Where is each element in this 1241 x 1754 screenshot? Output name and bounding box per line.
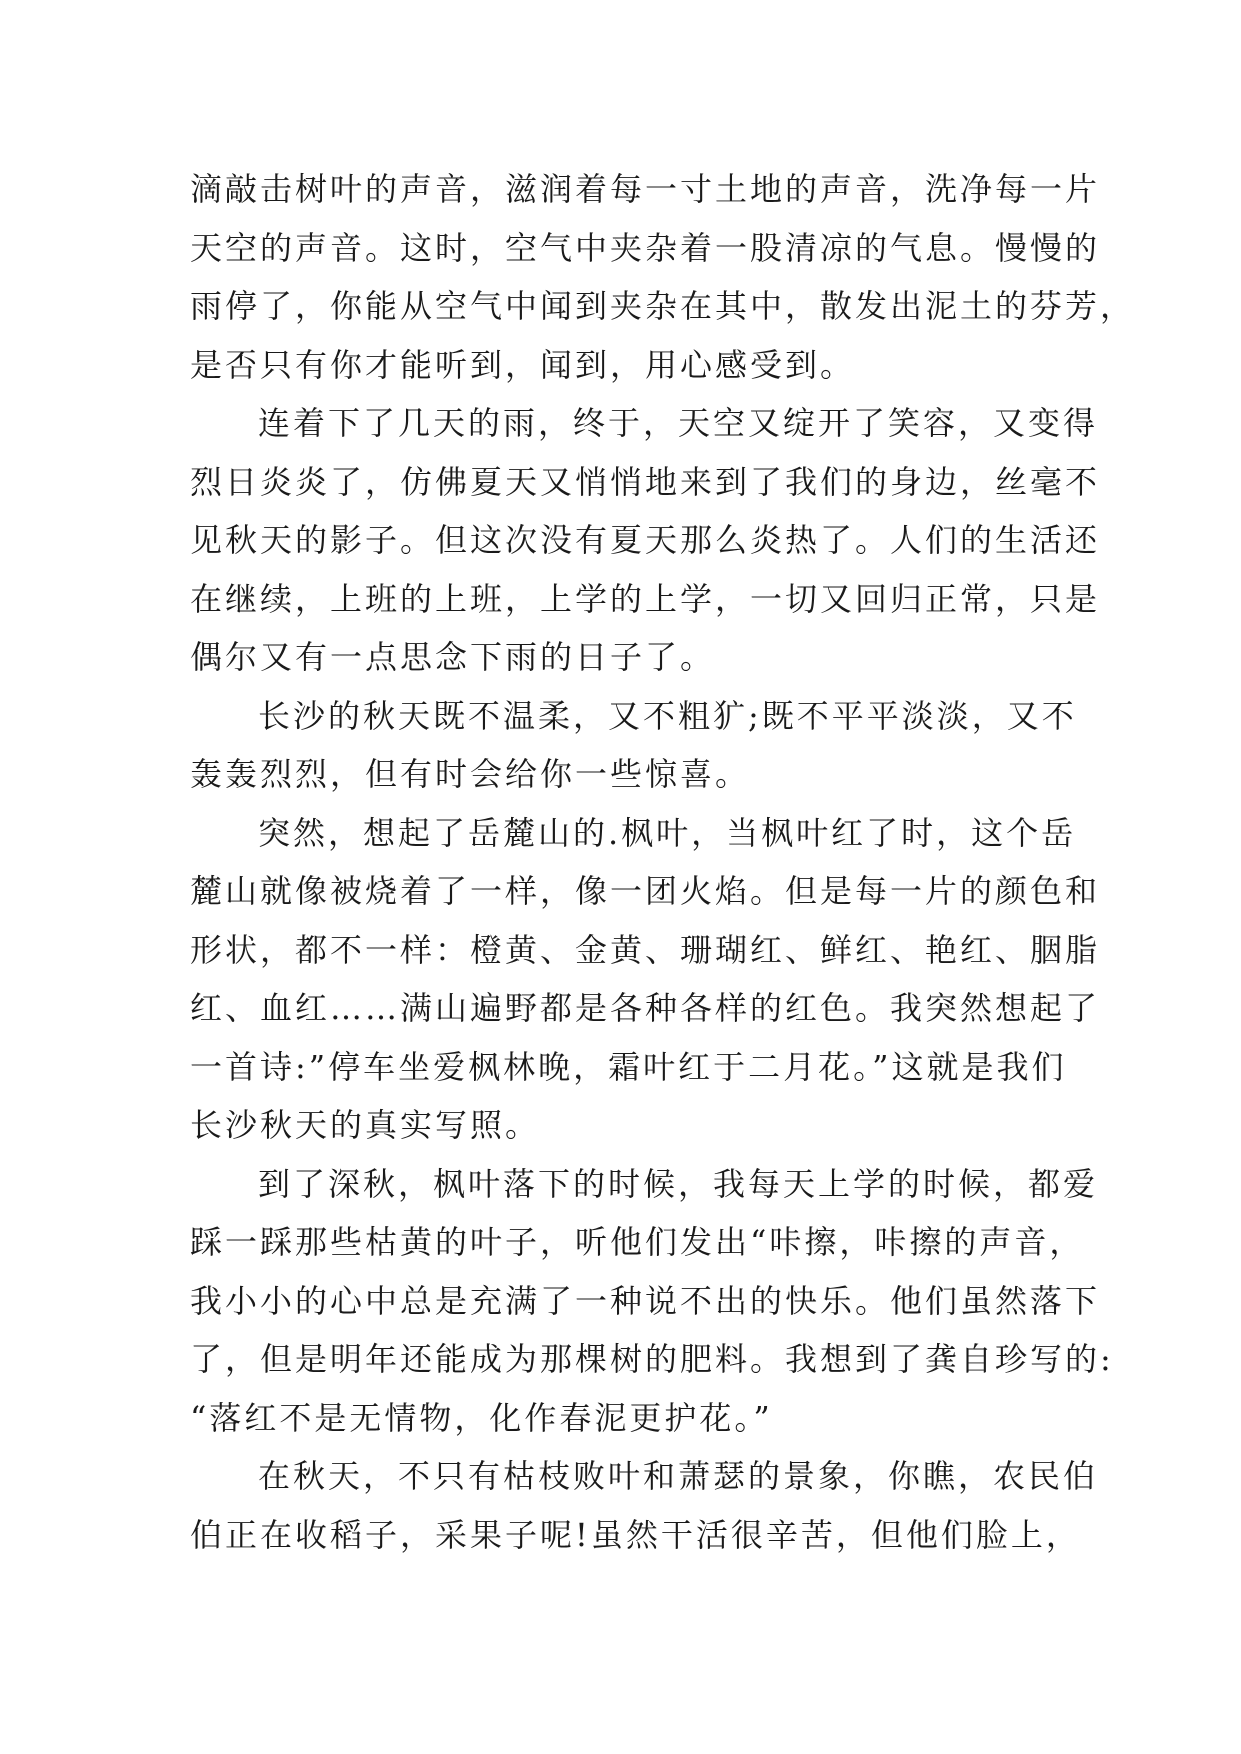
text-line: 轰轰烈烈，但有时会给你一些惊喜。: [190, 755, 751, 793]
paragraph-1: [190, 160, 1136, 394]
paragraph-6: [190, 1447, 1099, 1564]
text-line: 在继续，上班的上班，上学的上学，一切又回归正常，只是: [190, 579, 1101, 618]
text-line: 长沙秋天的真实写照。: [190, 1106, 541, 1144]
paragraph-2: [190, 394, 1101, 687]
text-line: 一首诗:”停车坐爱枫林晚，霜叶红于二月花。”这就是我们: [190, 1047, 1067, 1086]
text-line: 我小小的心中总是充满了一种说不出的快乐。他们虽然落下: [190, 1281, 1101, 1320]
text-line: 长沙的秋天既不温柔，又不粗犷;既不平平淡淡，又不: [258, 696, 1077, 735]
text-line: 见秋天的影子。但这次没有夏天那么炎热了。人们的生活还: [190, 521, 1101, 559]
text-line: 了，但是明年还能成为那棵树的肥料。我想到了龚自珍写的:: [190, 1340, 1114, 1378]
text-line: 滴敲击树叶的声音，滋润着每一寸土地的声音，洗净每一片: [190, 170, 1101, 208]
text-line: 红、血红……满山遍野都是各种各样的红色。我突然想起了: [190, 989, 1101, 1027]
text-line: 突然，想起了岳麓山的.枫叶，当枫叶红了时，这个岳: [258, 813, 1077, 852]
text-line: 到了深秋，枫叶落下的时候，我每天上学的时候，都爱: [258, 1164, 1099, 1203]
text-line: 是否只有你才能听到，闻到，用心感受到。: [190, 345, 856, 384]
text-line: 连着下了几天的雨，终于，天空又绽开了笑容，又变得: [258, 404, 1099, 442]
text-line: 踩一踩那些枯黄的叶子，听他们发出“咔擦，咔擦的声音，: [190, 1223, 1085, 1261]
text-line: 麓山就像被烧着了一样，像一团火焰。但是每一片的颜色和: [190, 872, 1101, 910]
paragraph-3: [190, 687, 1077, 804]
paragraph-5: [190, 1155, 1114, 1448]
text-line: 伯正在收稻子，采果子呢!虽然干活很辛苦，但他们脸上，: [190, 1515, 1081, 1554]
text-line: 形状，都不一样：橙黄、金黄、珊瑚红、鲜红、艳红、胭脂: [190, 930, 1101, 969]
document-body: [190, 160, 1136, 1564]
text-line: 雨停了，你能从空气中闻到夹杂在其中，散发出泥土的芬芳，: [190, 287, 1136, 325]
text-line: “落红不是无情物，化作春泥更护花。”: [190, 1398, 773, 1437]
paragraph-4: [190, 804, 1101, 1155]
text-line: 烈日炎炎了，仿佛夏天又悄悄地来到了我们的身边，丝毫不: [190, 462, 1101, 501]
text-line: 天空的声音。这时，空气中夹杂着一股清凉的气息。慢慢的: [190, 228, 1101, 267]
text-line: 偶尔又有一点思念下雨的日子了。: [190, 638, 716, 676]
text-line: 在秋天，不只有枯枝败叶和萧瑟的景象，你瞧，农民伯: [258, 1457, 1099, 1495]
